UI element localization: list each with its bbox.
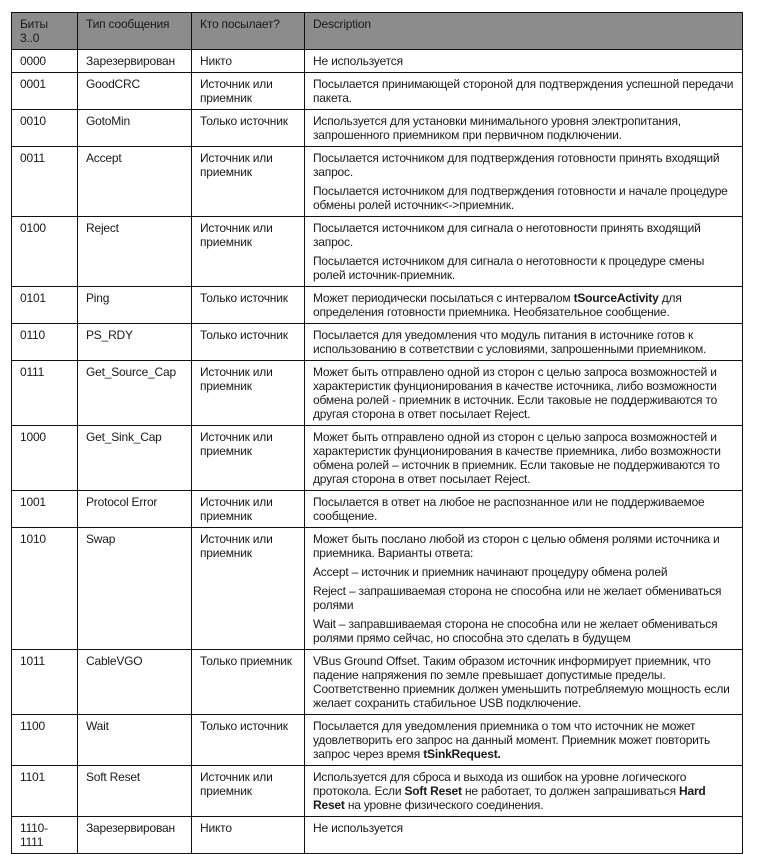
description-paragraph: Не используется [313, 54, 403, 68]
description-paragraph: Может быть отправлено одной из сторон с целью запроса возможностей и характеристик фунционирования в качестве приемника, либо возможности обмена ролей – источник в приемник. Если таковые не поддерживаются то другая сторона в ответ посылает Reject. [313, 430, 721, 486]
description-paragraph: Используется для установки минимального уровня электропитания, запрошенного приемником при первичном подключении. [313, 114, 681, 142]
parameter-name: Soft Reset [404, 784, 462, 798]
description-paragraph: Используется для сброса и выхода из ошибок на уровне логического протокола. Если Soft Reset не работает, то должен запрашиваться Hard Reset на уровне физического соединения. [313, 770, 706, 812]
table-body [12, 50, 743, 854]
message-type-cell: Зарезервирован [78, 50, 192, 73]
sender-cell: Источник или приемник [192, 217, 305, 287]
description-paragraph: VBus Ground Offset. Таким образом источник информирует приемник, что падение напряжения по земле превышает допустимые пределы. Соответственно приемник должен уменьшить потребляемую мощность если желает сохранить стабильное USB подключение. [313, 654, 730, 710]
description-cell [305, 287, 743, 324]
sender-cell: Источник или приемник [192, 73, 305, 110]
description-paragraph: Может периодически посылаться с интервалом tSourceActivity для определения готовности приемника. Необязательное сообщение. [313, 291, 682, 319]
message-type-cell: GoodCRC [78, 73, 192, 110]
message-type-cell: Soft Reset [78, 766, 192, 817]
table-row [12, 426, 743, 491]
bits-cell: 1000 [12, 426, 78, 491]
message-type-cell: Ping [78, 287, 192, 324]
sender-cell: Только источник [192, 715, 305, 766]
description-paragraph: Не используется [313, 821, 403, 835]
bits-cell: 0101 [12, 287, 78, 324]
message-type-cell: GotoMin [78, 110, 192, 147]
description-paragraph: Посылается источником для подтверждения готовности и начале процедуре обмены ролей источник<->приемник. [313, 184, 728, 212]
table-row [12, 491, 743, 528]
bits-cell: 1110-1111 [12, 817, 78, 854]
description-cell [305, 715, 743, 766]
description-cell [305, 110, 743, 147]
message-type-cell: CableVGO [78, 650, 192, 715]
table-row [12, 73, 743, 110]
sender-cell: Источник или приемник [192, 147, 305, 217]
message-type-cell: Wait [78, 715, 192, 766]
message-type-cell: Зарезервирован [78, 817, 192, 854]
sender-cell: Источник или приемник [192, 361, 305, 426]
table-row [12, 110, 743, 147]
description-cell [305, 147, 743, 217]
table-row [12, 287, 743, 324]
table-row [12, 324, 743, 361]
message-type-cell: PS_RDY [78, 324, 192, 361]
bits-cell: 0010 [12, 110, 78, 147]
sender-cell: Только источник [192, 110, 305, 147]
message-type-cell: Get_Sink_Cap [78, 426, 192, 491]
message-type-cell: Swap [78, 528, 192, 650]
description-paragraph: Посылается в ответ на любое не распознанное или не поддерживаемое сообщение. [313, 495, 705, 523]
table-row [12, 217, 743, 287]
bits-cell: 1011 [12, 650, 78, 715]
description-paragraph: Посылается для уведомления что модуль питания в источнике готов к использованию в сответствии с условиями, запрошенными приемником. [313, 328, 707, 356]
description-paragraph: Посылается для уведомления приемника о том что источник не может удовлетворить его запрос на данный момент. Приемник может повторить запрос через время tSinkRequest. [313, 719, 711, 761]
sender-cell: Только источник [192, 324, 305, 361]
description-paragraph: Reject – запрашиваемая сторона не способна или не желает обмениваться ролями [313, 584, 722, 612]
header-message-type: Тип сообщения [78, 13, 192, 50]
message-types-table [11, 12, 743, 854]
message-type-cell: Protocol Error [78, 491, 192, 528]
bits-cell: 1100 [12, 715, 78, 766]
bits-cell: 0000 [12, 50, 78, 73]
table-row [12, 817, 743, 854]
header-bits: Биты 3..0 [12, 13, 78, 50]
bits-cell: 0110 [12, 324, 78, 361]
description-cell [305, 817, 743, 854]
bits-cell: 1001 [12, 491, 78, 528]
sender-cell: Только приемник [192, 650, 305, 715]
message-type-cell: Get_Source_Cap [78, 361, 192, 426]
sender-cell: Только источник [192, 287, 305, 324]
table-row [12, 528, 743, 650]
header-description: Description [305, 13, 743, 50]
parameter-name: Hard Reset [313, 784, 706, 812]
description-paragraph: Посылается принимающей стороной для подтверждения успешной передачи пакета. [313, 77, 734, 105]
sender-cell: Источник или приемник [192, 528, 305, 650]
description-paragraph: Посылается источником для сигнала о неготовности к процедуре смены ролей источник-приемник. [313, 254, 705, 282]
bits-cell: 0011 [12, 147, 78, 217]
bits-cell: 1010 [12, 528, 78, 650]
description-paragraph: Accept – источник и приемник начинают процедуру обмена ролей [313, 565, 668, 579]
description-cell [305, 426, 743, 491]
bits-cell: 0001 [12, 73, 78, 110]
description-cell [305, 650, 743, 715]
table-row [12, 50, 743, 73]
sender-cell: Источник или приемник [192, 766, 305, 817]
description-paragraph: Посылается источником для подтверждения готовности принять входящий запрос. [313, 151, 720, 179]
parameter-name: tSinkRequest. [423, 747, 501, 761]
sender-cell: Источник или приемник [192, 426, 305, 491]
bits-cell: 1101 [12, 766, 78, 817]
description-paragraph: Wait – заправшиваемая сторона не способна или не желает обмениваться ролями прямо сейчас, но способна это сделать в будущем [313, 617, 718, 645]
description-cell [305, 528, 743, 650]
description-cell [305, 217, 743, 287]
message-type-cell: Accept [78, 147, 192, 217]
table-row [12, 147, 743, 217]
table-header-row [12, 13, 743, 50]
description-paragraph: Может быть послано любой из сторон с целью обменя ролями источника и приемника. Варианты ответа: [313, 532, 720, 560]
bits-cell: 0111 [12, 361, 78, 426]
header-sender: Кто посылает? [192, 13, 305, 50]
table-row [12, 650, 743, 715]
bits-cell: 0100 [12, 217, 78, 287]
parameter-name: tSourceActivity [573, 291, 659, 305]
table-row [12, 361, 743, 426]
description-cell [305, 361, 743, 426]
sender-cell: Никто [192, 50, 305, 73]
description-paragraph: Посылается источником для сигнала о неготовности принять входящий запрос. [313, 221, 701, 249]
sender-cell: Источник или приемник [192, 491, 305, 528]
table-row [12, 715, 743, 766]
message-type-cell: Reject [78, 217, 192, 287]
description-paragraph: Может быть отправлено одной из сторон с целью запроса возможностей и характеристик фунционирования в качестве источника, либо возможности обмена ролей - приемник в источник. Если таковые не поддерживаются то другая сторона в ответ посылает Reject. [313, 365, 718, 421]
description-cell [305, 73, 743, 110]
description-cell [305, 491, 743, 528]
description-cell [305, 324, 743, 361]
description-cell [305, 50, 743, 73]
description-cell [305, 766, 743, 817]
table-row [12, 766, 743, 817]
sender-cell: Никто [192, 817, 305, 854]
